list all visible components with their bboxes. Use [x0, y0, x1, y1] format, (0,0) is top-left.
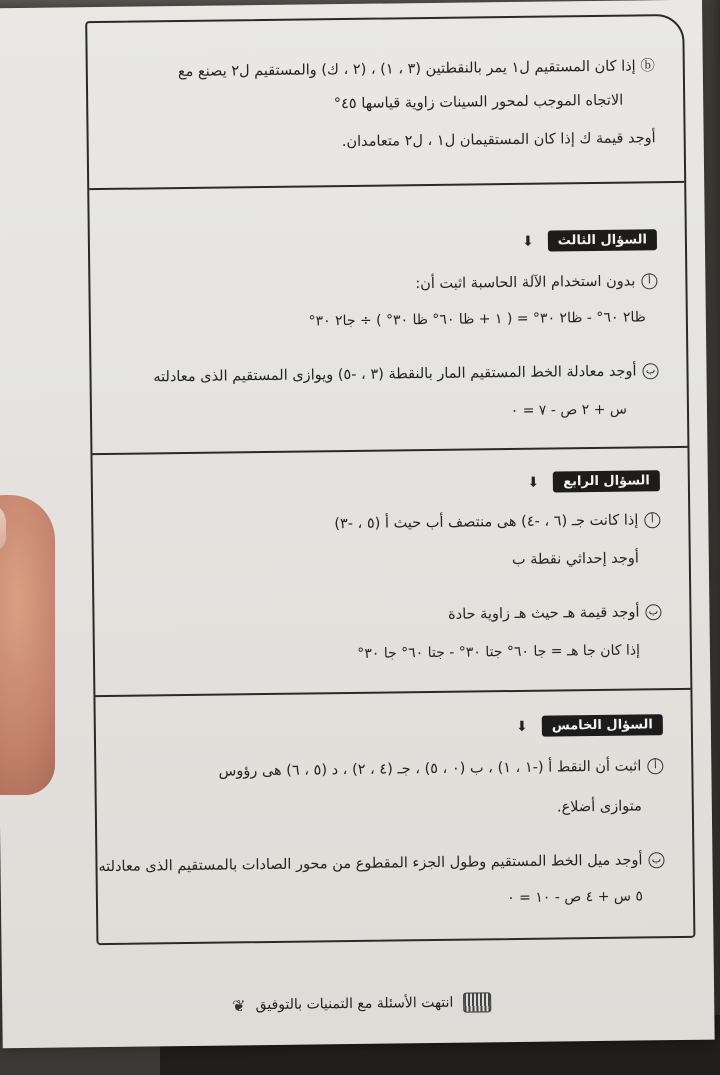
part-a-marker: أ [644, 512, 660, 528]
arrow-down-icon: ⬇ [521, 233, 534, 250]
s1-line-1: ⓑ إذا كان المستقيم ل١ يمر بالنقطتين (٣ ، ١) ، (٢ ، ك) والمستقيم ل٢ يصنع مع [177, 58, 655, 81]
q4-part-b-line-1 [448, 604, 662, 623]
section-question-3 [89, 181, 687, 455]
part-b-marker: ب [642, 363, 658, 379]
q5-part-a-line-1 [218, 758, 663, 779]
question-5-header [516, 714, 663, 737]
q5-part-b-text: أوجد ميل الخط المستقيم وطول الجزء المقطوع من محور الصادات بالمستقيم الذى معادلته [98, 852, 643, 876]
q5-part-b-line-1 [98, 852, 664, 875]
q3-part-a-text: بدون استخدام الآلة الحاسبة اثبت أن: [415, 273, 636, 293]
thumbnail [0, 503, 6, 551]
q3-part-b-equation: س + ٢ ص - ٧ = ٠ [510, 401, 628, 420]
part-a-marker: أ [641, 273, 657, 289]
footer-text: انتهت الأسئلة مع التمنيات بالتوفيق [255, 994, 454, 1014]
q3-part-b-text: أوجد معادلة الخط المستقيم المار بالنقطة (٣ ، -٥) ويوازى المستقيم الذى معادلته [153, 363, 637, 386]
question-3-title: السؤال الثالث [548, 229, 657, 251]
thumb [0, 495, 55, 795]
part-b-marker: ب [645, 604, 661, 620]
part-b-marker: ب [648, 852, 664, 868]
exam-footer [232, 992, 491, 1015]
section-question-2-part-b [87, 16, 684, 190]
exam-frame [85, 14, 695, 945]
q5-part-a-line-2: متوازى أضلاع. [556, 798, 642, 816]
q5-part-b-equation: ٥ س + ٤ ص - ١٠ = ٠ [507, 888, 644, 907]
q3-part-a-line-1 [415, 273, 657, 292]
part-a-marker: أ [647, 758, 663, 774]
q4-part-b-text: أوجد قيمة هـ حيث هـ زاوية حادة [447, 604, 640, 623]
section-question-5 [95, 688, 693, 941]
arrow-down-icon: ⬇ [516, 718, 528, 735]
question-4-title: السؤال الرابع [553, 470, 660, 492]
question-4-header [527, 470, 660, 493]
question-3-header [522, 229, 657, 252]
q4-part-b-equation: إذا كان جا هـ = جا ٦٠° جتا ٣٠° - جتا ٦٠° جا ٣٠° [357, 642, 641, 662]
school-logo-icon [463, 992, 491, 1012]
q4-part-a-line-1 [334, 512, 660, 532]
arrow-down-icon: ⬇ [527, 474, 540, 491]
q5-part-a-text: اثبت أن النقط أ (-١ ، ١) ، ب (٠ ، ٥) ، جـ (٤ ، ٢) ، د (٥ ، ٦) هى رؤوس [218, 758, 642, 780]
q3-part-a-equation: ظا٢ ٦٠° - ظا٢ ٣٠° = ( ١ + ظا ٦٠° ظا ٣٠° ) ÷ جا٢ ٣٠° [308, 309, 646, 330]
ornament-icon: ❦ [232, 995, 246, 1015]
q4-part-a-text: إذا كانت جـ (٦ ، -٤) هى منتصف أب حيث أ (٥ ، -٣) [334, 512, 639, 533]
s1-line-2: الاتجاه الموجب لمحور السينات زاوية قياسها ٤٥° [333, 92, 624, 113]
q4-part-a-line-2: أوجد إحداثي نقطة ب [511, 550, 639, 569]
q3-part-b-line-1 [153, 363, 658, 385]
question-5-title: السؤال الخامس [542, 714, 663, 736]
s1-line-3: أوجد قيمة ك إذا كان المستقيمان ل١ ، ل٢ متعامدان. [341, 130, 656, 151]
section-question-4 [92, 446, 690, 697]
